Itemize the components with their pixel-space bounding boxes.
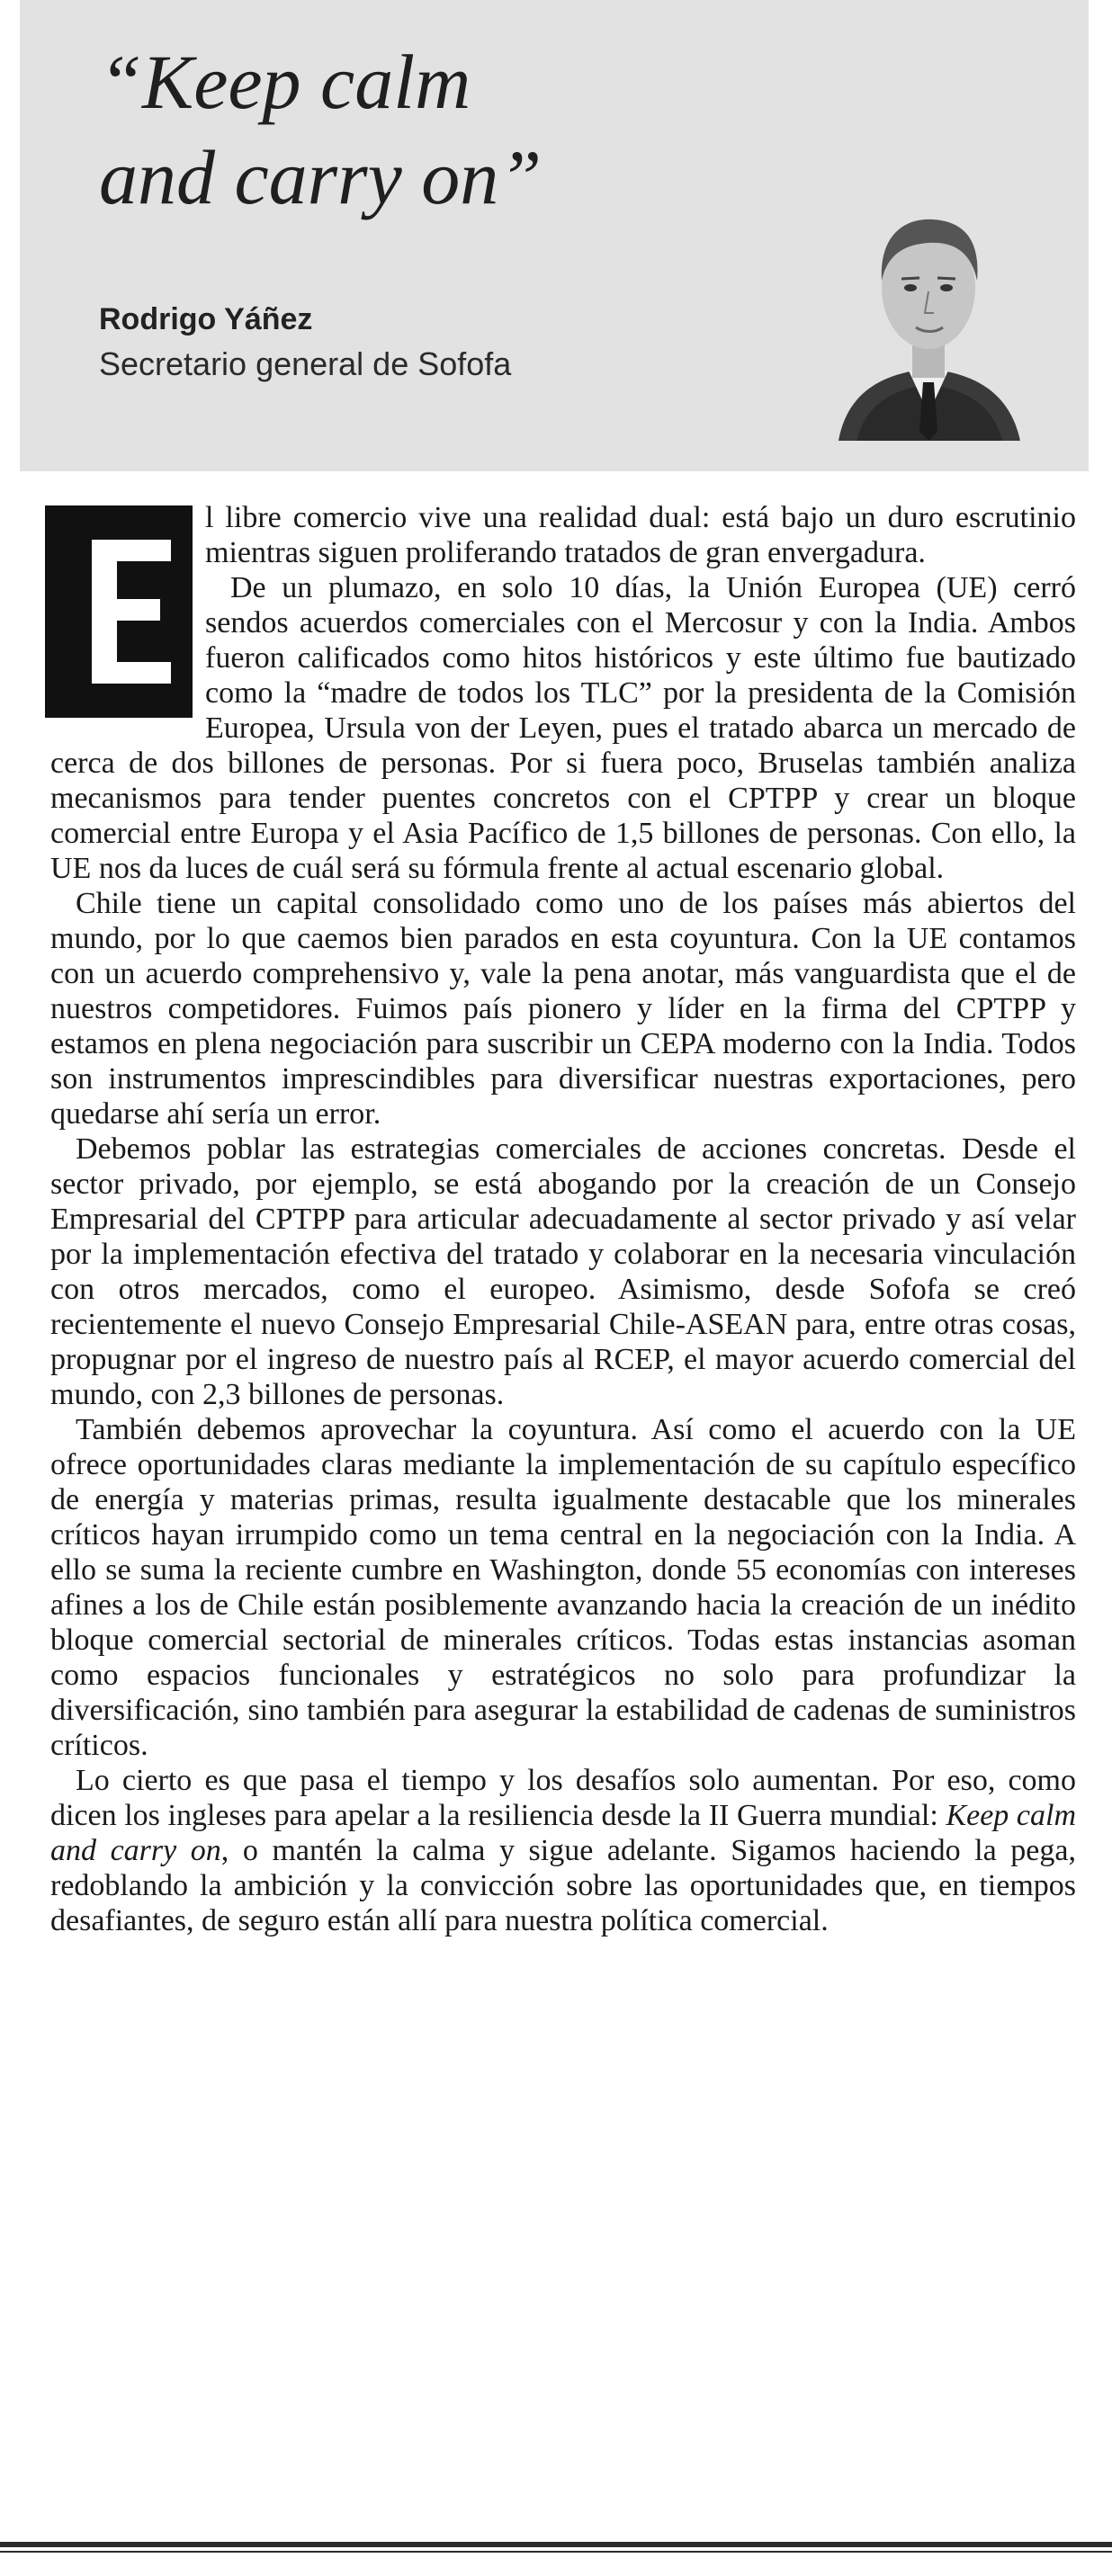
paragraph-6-text-a: Lo cierto es que pasa el tiempo y los desafíos solo aumentan. Por eso, como dicen los ingleses para apelar a la resiliencia desde la II Guerra mundial: [50, 1764, 1076, 1832]
title-line-2: and carry on” [99, 134, 543, 220]
author-name: Rodrigo Yáñez [99, 302, 313, 336]
article-title [99, 34, 542, 225]
paragraph-6-text-b: , o mantén la calma y sigue adelante. Sigamos haciendo la pega, redoblando la ambición y la convicción sobre las oportunidades que, en tiempos desafiantes, de seguro están allí para nuestra política comercial. [50, 1834, 1076, 1937]
paragraph-1-text: l libre comercio vive una realidad dual: está bajo un duro escrutinio mientras siguen proliferando tratados de gran envergadura. [205, 501, 1076, 569]
paragraph-3: Chile tiene un capital consolidado como uno de los países más abiertos del mundo, por lo que caemos bien parados en esta coyuntura. Con la UE contamos con un acuerdo comprehensivo y, vale la pena anotar, más vanguardista que el de nuestros competidores. Fuimos país pionero y líder en la firma del CPTPP y estamos en plena negociación para suscribir un CEPA moderno con la India. Todos son instrumentos imprescindibles para diversificar nuestras exportaciones, pero quedarse ahí sería un error. [50, 887, 1076, 1131]
paragraph-2: De un plumazo, en solo 10 días, la Unión Europea (UE) cerró sendos acuerdos comerciales con el Mercosur y con la India. Ambos fueron calificados como hitos históricos y este último fue bautizado como la “madre de todos los TLC” por la presidenta de la Comisión Europea, Ursula von der Leyen, pues el tratado abarca un mercado de cerca de dos billones de personas. Por si fuera poco, Bruselas también analiza mecanismos para tender puentes concretos con el CPTPP y crear un bloque comercial entre Europa y el Asia Pacífico de 1,5 billones de personas. Con ello, la UE nos da luces de cuál será su fórmula frente al actual escenario global. [50, 571, 1076, 885]
drop-cap-icon [45, 505, 193, 718]
paragraph-4: Debemos poblar las estrategias comerciales de acciones concretas. Desde el sector privado, por ejemplo, se está abogando por la creación de un Consejo Empresarial del CPTPP para articular adecuadamente al sector privado y así velar por la implementación efectiva del tratado y colaborar en la necesaria vinculación con otros mercados, como el europeo. Asimismo, desde Sofofa se creó recientemente el nuevo Consejo Empresarial Chile-ASEAN para, entre otras cosas, propugnar por el ingreso de nuestro país al RCEP, el mayor acuerdo comercial del mundo, con 2,3 billones de personas. [50, 1132, 1076, 1411]
article-body [50, 500, 1076, 1938]
header-box [20, 0, 1089, 471]
author-portrait-icon [830, 198, 1027, 441]
footer-rule-thin [0, 2551, 1112, 2553]
paragraph-6-italic: Keep calm and carry on [50, 1799, 1076, 1867]
footer-rule [0, 2542, 1112, 2547]
paragraph-5: También debemos aprovechar la coyuntura. Así como el acuerdo con la UE ofrece oportunidades claras mediante la implementación de su capítulo específico de energía y materias primas, resulta igualmente destacable que los minerales críticos hayan irrumpido como un tema central en la negociación con la India. A ello se suma la reciente cumbre en Washington, donde 55 economías con intereses afines a los de Chile están posiblemente avanzando hacia la creación de un inédito bloque comercial sectorial de minerales críticos. Todas estas instancias asoman como espacios funcionales y estratégicos no solo para profundizar la diversificación, sino también para asegurar la estabilidad de cadenas de suministros críticos. [50, 1413, 1076, 1762]
paragraph-6 [50, 1763, 1076, 1938]
paragraph-1 [50, 500, 1076, 570]
title-line-1: “Keep calm [99, 39, 471, 125]
author-role: Secretario general de Sofofa [99, 345, 512, 382]
